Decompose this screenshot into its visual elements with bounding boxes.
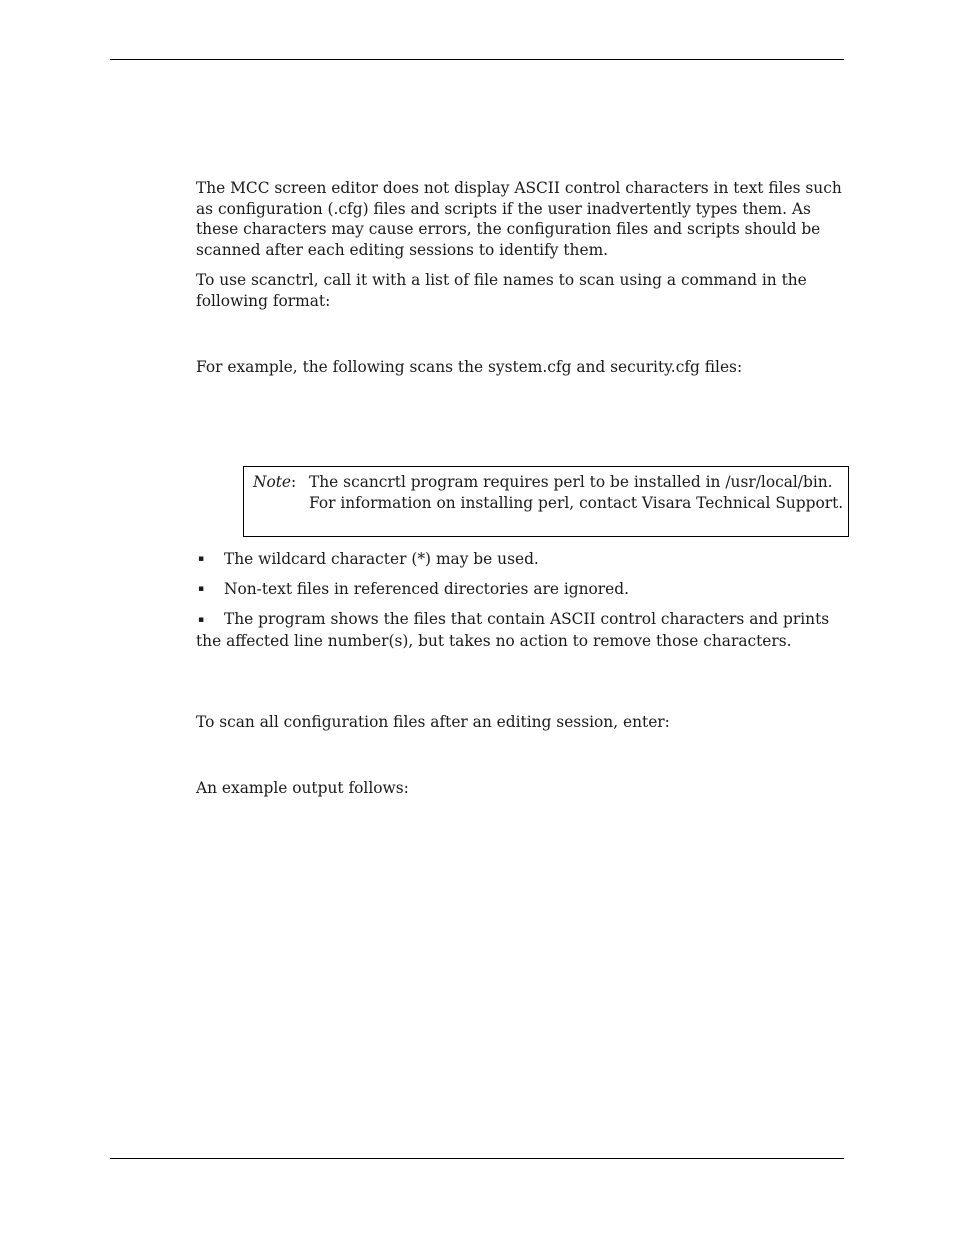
intro-paragraph: The MCC screen editor does not display ASCII control characters in text files such as configuration (.cfg) files and scripts if the user inadvertently types them. As these characters may cause errors, the configuration files and scripts should be scanned after each editing sessions to identify them.: [196, 179, 842, 260]
bullet-item-output: [196, 609, 844, 651]
note-text: The scancrtl program requires perl to be installed in /usr/local/bin. For information on installing perl, contact Visara Technical Support.: [309, 473, 844, 512]
header-rule: [110, 59, 844, 60]
note-label: Note:: [253, 473, 297, 491]
bullet-marker: ▪: [198, 615, 205, 625]
footer-rule: [110, 1158, 844, 1159]
bullet-marker: ▪: [198, 584, 205, 594]
example-intro-paragraph: For example, the following scans the system.cfg and security.cfg files:: [196, 358, 743, 376]
note-box: [243, 466, 849, 537]
bullet-item-wildcard: The wildcard character (*) may be used.: [224, 550, 539, 568]
bullet-item-output-text: The program shows the files that contain ASCII control characters and prints the affected line number(s), but takes no action to remove those characters.: [196, 610, 830, 650]
output-intro-paragraph: An example output follows:: [196, 779, 409, 797]
bullet-item-non-text: Non-text files in referenced directories are ignored.: [224, 580, 630, 598]
scan-all-paragraph: To scan all configuration files after an editing session, enter:: [196, 713, 670, 731]
bullet-marker: ▪: [198, 554, 205, 564]
usage-paragraph: To use scanctrl, call it with a list of file names to scan using a command in the following format:: [196, 271, 807, 310]
